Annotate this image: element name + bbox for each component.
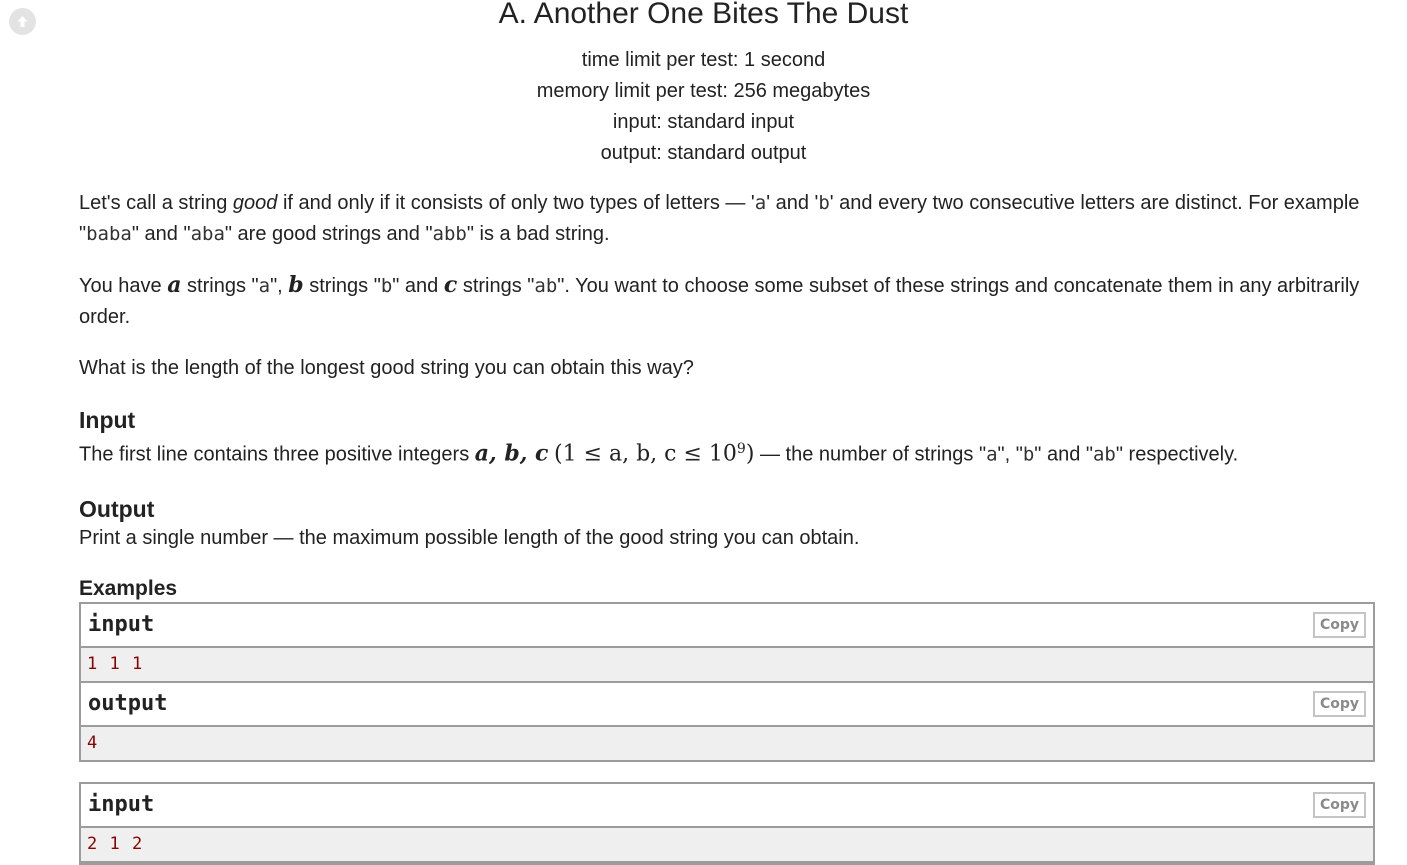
input-section <box>79 406 1375 471</box>
example-input-label: input <box>88 612 155 638</box>
problem-header <box>0 0 1407 169</box>
statement-paragraph-2: You have a strings "a", b strings "b" and c strings "ab". You want to choose some subset of these strings and concatenate them in any arbitrarily order. <box>79 272 1360 328</box>
memory-limit: memory limit per test: 256 megabytes <box>536 80 871 102</box>
problem-title: A. Another One Bites The Dust <box>498 0 909 30</box>
input-section-title: Input <box>79 407 136 433</box>
example-2-input-header <box>81 784 1373 828</box>
output-section <box>79 495 1375 554</box>
time-limit: time limit per test: 1 second <box>581 49 826 71</box>
copy-button[interactable]: Copy <box>1313 612 1366 638</box>
statement-paragraph-1: Let's call a string good if and only if it consists of only two types of letters — 'a' and 'b' and every two consecutive letters are distinct. For example "baba" and "aba" are good strings and "abb" is a bad string. <box>79 192 1360 245</box>
input-spec: input: standard input <box>612 111 795 133</box>
example-1-input: 1 1 1 <box>81 648 1373 681</box>
example-input-label: input <box>88 792 155 818</box>
example-1 <box>79 602 1375 762</box>
input-section-text: The first line contains three positive integers a, b, c (1 ≤ a, b, $c \le 10^9$) — the number of strings "a", "b" and "ab" respectively. <box>79 440 1239 467</box>
copy-button[interactable]: Copy <box>1313 792 1366 818</box>
output-spec: output: standard output <box>600 142 807 164</box>
example-1-output: 4 <box>81 727 1373 760</box>
problem-statement <box>79 188 1375 865</box>
copy-button[interactable]: Copy <box>1313 691 1366 717</box>
example-2 <box>79 782 1375 865</box>
output-section-text: Print a single number — the maximum possible length of the good string you can obtain. <box>79 526 860 549</box>
example-1-output-header <box>81 683 1373 727</box>
statement-paragraph-3: What is the length of the longest good string you can obtain this way? <box>79 357 694 379</box>
output-section-title: Output <box>79 495 155 522</box>
example-2-input: 2 1 2 <box>81 828 1373 861</box>
examples-title: Examples <box>79 576 178 600</box>
problem-limits <box>0 45 1407 169</box>
example-1-input-header <box>81 604 1373 648</box>
example-output-label: output <box>88 691 168 717</box>
examples-section <box>79 576 1375 865</box>
